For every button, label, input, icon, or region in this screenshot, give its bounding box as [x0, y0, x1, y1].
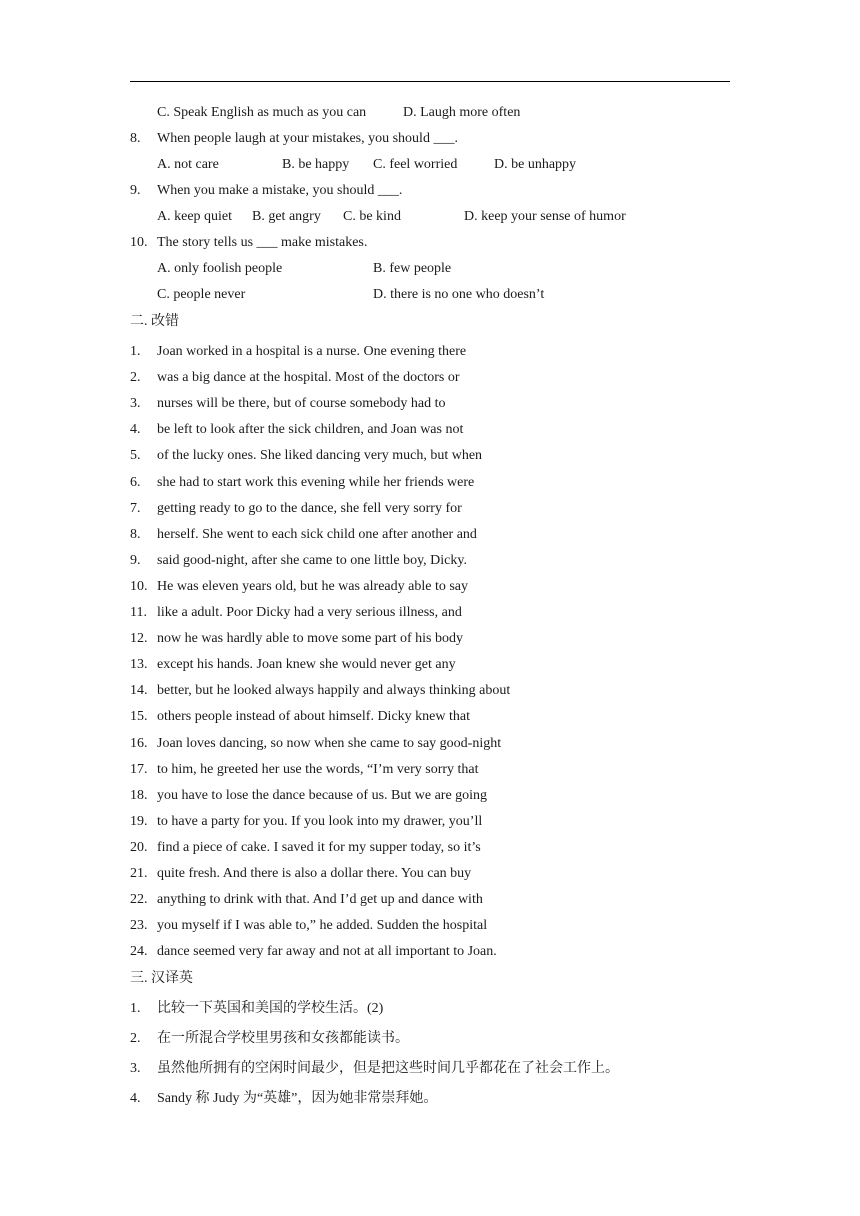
q7-option-d: D. Laugh more often	[403, 105, 521, 120]
line-number: 1.	[130, 344, 141, 359]
line-number: 19.	[130, 813, 148, 829]
line-text: said good-night, after she came to one little boy, Dicky.	[157, 552, 467, 568]
line-text: 比较一下英国和美国的学校生活。(2)	[157, 1001, 384, 1016]
question-text: When you make a mistake, you should ___.	[157, 183, 403, 198]
line-number: 22.	[130, 892, 148, 908]
line-number: 2.	[130, 1031, 141, 1046]
question-number: 10.	[130, 235, 148, 250]
line-text: you have to lose the dance because of us. But we are going	[157, 787, 488, 803]
line-text: find a piece of cake. I saved it for my supper today, so it’s	[157, 839, 481, 855]
line-text: like a adult. Poor Dicky had a very serious illness, and	[157, 605, 462, 620]
line-text: Sandy 称 Judy 为“英雄”，因为她非常崇拜她。	[157, 1091, 438, 1106]
line-number: 12.	[130, 631, 148, 647]
question-text: The story tells us ___ make mistakes.	[157, 235, 368, 250]
line-number: 15.	[130, 709, 148, 725]
line-text: herself. She went to each sick child one after another and	[157, 526, 477, 542]
line-text: 在一所混合学校里男孩和女孩都能读书。	[157, 1031, 409, 1046]
line-number: 8.	[130, 526, 141, 542]
line-number: 23.	[130, 918, 148, 934]
line-number: 1.	[130, 1001, 141, 1016]
line-number: 11.	[130, 605, 147, 620]
line-text: better, but he looked always happily and always thinking about	[157, 683, 511, 699]
line-number: 4.	[130, 422, 141, 438]
line-number: 18.	[130, 787, 148, 803]
line-text: nurses will be there, but of course somebody had to	[157, 396, 446, 412]
q7-option-c: C. Speak English as much as you can	[157, 105, 367, 120]
line-number: 24.	[130, 944, 148, 960]
line-number: 20.	[130, 839, 148, 855]
question-number: 8.	[130, 131, 141, 146]
line-text: was a big dance at the hospital. Most of the doctors or	[157, 370, 460, 386]
line-number: 16.	[130, 735, 148, 751]
line-text: Joan worked in a hospital is a nurse. One evening there	[157, 344, 467, 359]
line-number: 10.	[130, 578, 148, 594]
line-number: 6.	[130, 474, 141, 490]
line-text: to have a party for you. If you look into my drawer, you’ll	[157, 813, 483, 829]
line-number: 4.	[130, 1091, 141, 1106]
line-number: 2.	[130, 370, 141, 386]
q8-option-b: B. be happy	[282, 157, 350, 172]
line-text: anything to drink with that. And I’d get up and dance with	[157, 892, 483, 908]
line-text: she had to start work this evening while her friends were	[157, 474, 475, 490]
q9-option-b: B. get angry	[252, 209, 321, 224]
header-rule	[130, 81, 730, 82]
q8-option-d: D. be unhappy	[494, 157, 577, 172]
line-number: 13.	[130, 657, 148, 673]
line-text: 虽然他所拥有的空闲时间最少，但是把这些时间几乎都花在了社会工作上。	[157, 1061, 619, 1076]
q8-option-a: A. not care	[157, 157, 219, 172]
line-text: getting ready to go to the dance, she fell very sorry for	[157, 500, 462, 516]
q9-option-d: D. keep your sense of humor	[464, 209, 626, 224]
line-text: you myself if I was able to,” he added. Sudden the hospital	[157, 918, 488, 934]
line-number: 17.	[130, 761, 148, 777]
line-text: to him, he greeted her use the words, “I’m very sorry that	[157, 761, 479, 777]
line-text: be left to look after the sick children, and Joan was not	[157, 422, 464, 438]
line-text: He was eleven years old, but he was already able to say	[157, 578, 468, 594]
q10-option-a: A. only foolish people	[157, 261, 283, 276]
line-number: 9.	[130, 552, 141, 568]
line-text: except his hands. Joan knew she would never get any	[157, 657, 456, 673]
line-text: of the lucky ones. She liked dancing very much, but when	[157, 448, 483, 464]
line-number: 3.	[130, 1061, 141, 1076]
q10-option-d: D. there is no one who doesn’t	[373, 287, 545, 302]
q8-option-c: C. feel worried	[373, 157, 458, 172]
q10-option-b: B. few people	[373, 261, 452, 276]
line-text: quite fresh. And there is also a dollar there. You can buy	[157, 866, 472, 881]
q9-option-a: A. keep quiet	[157, 209, 233, 224]
line-number: 21.	[130, 866, 148, 881]
q9-option-c: C. be kind	[343, 209, 401, 224]
line-text: dance seemed very far away and not at all important to Joan.	[157, 944, 497, 960]
question-number: 9.	[130, 183, 141, 198]
line-text: others people instead of about himself. Dicky knew that	[157, 709, 470, 725]
line-text: Joan loves dancing, so now when she came to say good-night	[157, 735, 502, 751]
line-number: 5.	[130, 448, 141, 464]
question-text: When people laugh at your mistakes, you should ___.	[157, 131, 458, 146]
line-number: 14.	[130, 683, 148, 699]
line-number: 7.	[130, 500, 141, 516]
line-number: 3.	[130, 396, 141, 412]
q10-option-c: C. people never	[157, 287, 246, 302]
line-text: now he was hardly able to move some part of his body	[157, 631, 463, 647]
